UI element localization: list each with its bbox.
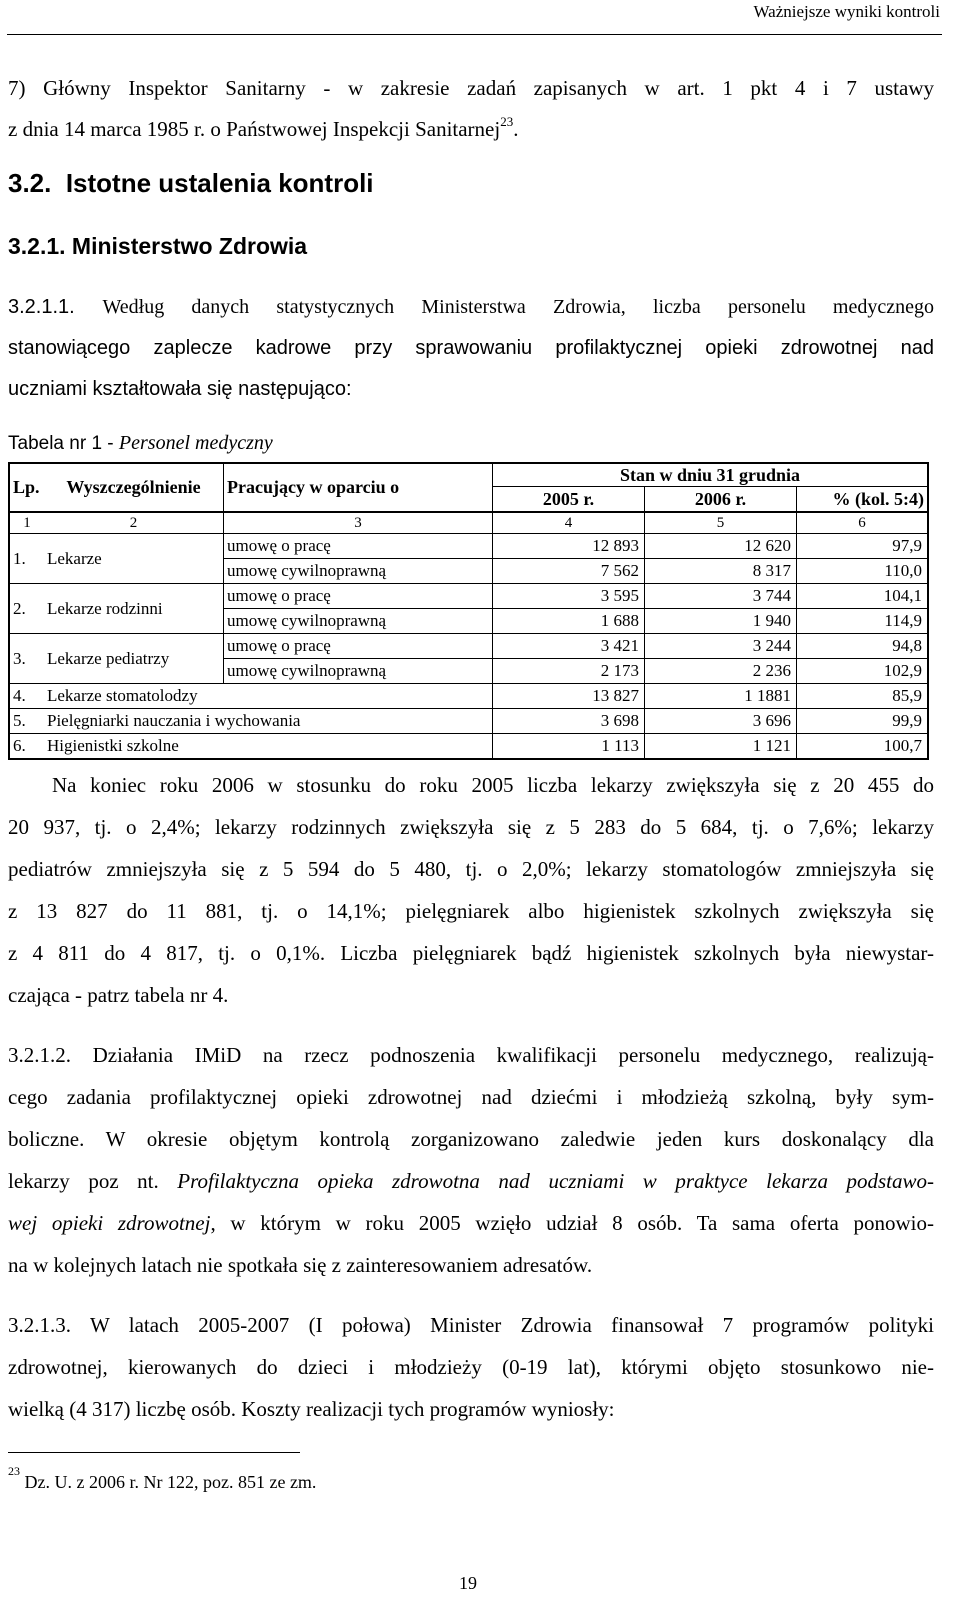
section-heading: 3.2. Istotne ustalenia kontroli [8, 168, 374, 198]
cell-2005: 12 893 [493, 534, 645, 559]
intro-line-1: 7) Główny Inspektor Sanitarny - w zakresie zadań zapisanych w art. 1 pkt 4 i 7 ustawy [8, 76, 934, 100]
footnote-number: 23 [8, 1464, 20, 1478]
intro-line-2-end: . [513, 117, 519, 141]
column-number: 5 [645, 512, 797, 534]
cell-pct: 94,8 [797, 634, 929, 659]
paragraph-line: zdrowotnej, kierowanych do dzieci i młodzieży (0-19 lat), którymi objęto stosunkowo nie- [8, 1355, 934, 1379]
header-group: Stan w dniu 31 grudnia [493, 463, 929, 487]
paragraph-3-2-1-3 [8, 1304, 934, 1430]
row-basis: umowę o pracę [224, 534, 493, 559]
cell-2005: 3 595 [493, 584, 645, 609]
header-rule [7, 34, 942, 35]
paragraph-line: czająca - patrz tabela nr 4. [8, 983, 229, 1007]
cell-2006: 1 1881 [645, 684, 797, 709]
cell-2005: 2 173 [493, 659, 645, 684]
cell-2006: 1 940 [645, 609, 797, 634]
cell-2006: 3 696 [645, 709, 797, 734]
paragraph-3-2-1-1 [8, 287, 934, 410]
row-lp: 3. [9, 634, 44, 684]
column-number: 2 [44, 512, 224, 534]
cell-2005: 1 688 [493, 609, 645, 634]
paragraph-line: na w kolejnych latach nie spotkała się z zainteresowaniem adresatów. [8, 1253, 593, 1277]
header-basis: Pracujący w oparciu o [224, 463, 493, 512]
paragraph-line: z 4 811 do 4 817, tj. o 0,1%. Liczba pielęgniarek bądź higienistek szkolnych była niewystar- [8, 941, 934, 965]
column-number: 6 [797, 512, 929, 534]
row-name: Lekarze pediatrzy [44, 634, 224, 684]
row-lp: 1. [9, 534, 44, 584]
cell-pct: 110,0 [797, 559, 929, 584]
paragraph-line: uczniami kształtowała się następująco: [8, 378, 352, 400]
footnote-text: Dz. U. z 2006 r. Nr 122, poz. 851 ze zm. [20, 1472, 317, 1492]
paragraph-line [8, 1202, 934, 1244]
intro-line-2: z dnia 14 marca 1985 r. o Państwowej Inspekcji Sanitarnej [8, 117, 501, 141]
cell-pct: 85,9 [797, 684, 929, 709]
paragraph-line: wielką (4 317) liczbę osób. Koszty realizacji tych programów wyniosły: [8, 1397, 615, 1421]
paragraph-summary [8, 764, 934, 1016]
table-row [9, 534, 928, 559]
paragraph-line [8, 1160, 934, 1202]
paragraph-3-2-1-2 [8, 1034, 934, 1286]
paragraph-line: cego zadania profilaktycznej opieki zdrowotnej nad dziećmi i młodzieżą szkolną, były sym- [8, 1085, 934, 1109]
row-name: Lekarze stomatolodzy [44, 684, 493, 709]
footnote-reference[interactable]: 23 [500, 114, 514, 129]
header-pct: % (kol. 5:4) [797, 487, 929, 513]
cell-2005: 13 827 [493, 684, 645, 709]
paragraph-line: Na koniec roku 2006 w stosunku do roku 2005 liczba lekarzy zwiększyła się z 20 455 do [52, 773, 934, 797]
cell-2006: 12 620 [645, 534, 797, 559]
course-title: Profilaktyczna opieka zdrowotna nad uczniami w praktyce lekarza podstawo- [177, 1169, 935, 1193]
row-name: Pielęgniarki nauczania i wychowania [44, 709, 493, 734]
paragraph-line: boliczne. W okresie objętym kontrolą zorganizowano zaledwie jeden kurs doskonalący dla [8, 1127, 934, 1151]
cell-2005: 7 562 [493, 559, 645, 584]
row-name: Lekarze [44, 534, 224, 584]
footnote [8, 1464, 317, 1493]
cell-2005: 3 698 [493, 709, 645, 734]
table-row [9, 584, 928, 609]
subsection-heading: 3.2.1. Ministerstwo Zdrowia [8, 233, 308, 259]
row-lp: 2. [9, 584, 44, 634]
table-row [9, 684, 928, 709]
cell-2006: 8 317 [645, 559, 797, 584]
column-number: 3 [224, 512, 493, 534]
row-basis: umowę cywilnoprawną [224, 659, 493, 684]
cell-pct: 104,1 [797, 584, 929, 609]
row-lp: 5. [9, 709, 44, 734]
paragraph-number: 3.2.1.1. [8, 296, 75, 318]
column-number: 4 [493, 512, 645, 534]
table-caption-prefix: Tabela nr 1 - [8, 433, 119, 454]
cell-2006: 1 121 [645, 734, 797, 760]
column-number-row [9, 512, 928, 534]
column-number: 1 [9, 512, 44, 534]
cell-pct: 114,9 [797, 609, 929, 634]
personnel-table [8, 462, 929, 760]
paragraph-line: z 13 827 do 11 881, tj. o 14,1%; pielęgniarek albo higienistek szkolnych zwiększyła się [8, 899, 934, 923]
row-basis: umowę cywilnoprawną [224, 609, 493, 634]
cell-pct: 97,9 [797, 534, 929, 559]
table-caption [8, 432, 273, 455]
intro-paragraph [8, 68, 934, 150]
table-row [9, 734, 928, 760]
row-basis: umowę cywilnoprawną [224, 559, 493, 584]
cell-2005: 3 421 [493, 634, 645, 659]
header-2005: 2005 r. [493, 487, 645, 513]
cell-pct: 100,7 [797, 734, 929, 760]
header-2006: 2006 r. [645, 487, 797, 513]
line-text: lekarzy poz nt. [8, 1169, 178, 1193]
cell-2006: 2 236 [645, 659, 797, 684]
cell-2005: 1 113 [493, 734, 645, 760]
running-header: Ważniejsze wyniki kontroli [753, 2, 940, 21]
page-number: 19 [459, 1573, 477, 1593]
row-basis: umowę o pracę [224, 634, 493, 659]
row-basis: umowę o pracę [224, 584, 493, 609]
footnote-rule [8, 1452, 300, 1453]
line-text: , w którym w roku 2005 wzięło udział 8 osób. Ta sama oferta ponowio- [210, 1211, 934, 1235]
cell-2006: 3 744 [645, 584, 797, 609]
cell-pct: 102,9 [797, 659, 929, 684]
header-spec: Wyszczególnienie [44, 463, 224, 512]
table-row [9, 634, 928, 659]
table-caption-title: Personel medyczny [118, 432, 273, 454]
row-name: Higienistki szkolne [44, 734, 493, 760]
paragraph-line: pediatrów zmniejszyła się z 5 594 do 5 480, tj. o 2,0%; lekarzy stomatologów zmniejszyła się [8, 857, 934, 881]
row-name: Lekarze rodzinni [44, 584, 224, 634]
row-lp: 4. [9, 684, 44, 709]
cell-2006: 3 244 [645, 634, 797, 659]
cell-pct: 99,9 [797, 709, 929, 734]
table-row [9, 709, 928, 734]
paragraph-line: Według danych statystycznych Ministerstwa Zdrowia, liczba personelu medycznego [102, 296, 934, 318]
paragraph-line: 3.2.1.2. Działania IMiD na rzecz podnoszenia kwalifikacji personelu medycznego, realizują- [8, 1043, 934, 1067]
paragraph-line: stanowiącego zaplecze kadrowe przy sprawowaniu profilaktycznej opieki zdrowotnej nad [8, 337, 934, 359]
course-title: wej opieki zdrowotnej [8, 1211, 211, 1235]
header-lp: Lp. [9, 463, 44, 512]
paragraph-line: 20 937, tj. o 2,4%; lekarzy rodzinnych zwiększyła się z 5 283 do 5 684, tj. o 7,6%; lekarzy [8, 815, 934, 839]
row-lp: 6. [9, 734, 44, 760]
paragraph-line: 3.2.1.3. W latach 2005-2007 (I połowa) Minister Zdrowia finansował 7 programów polityki [8, 1313, 934, 1337]
